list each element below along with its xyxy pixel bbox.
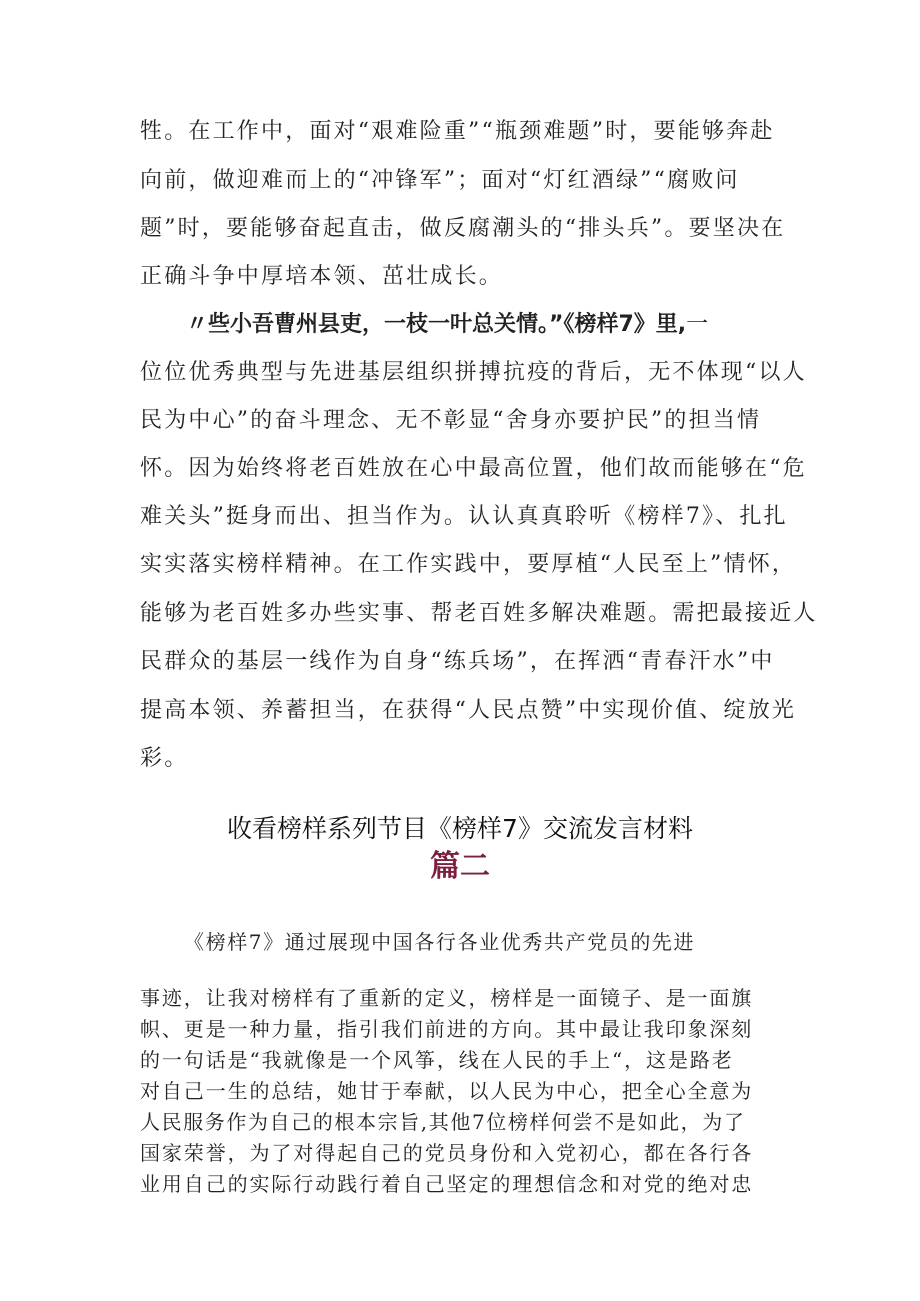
text-line-lead xyxy=(186,310,708,340)
text-line: 民群众的基层一线作为自身“练兵场”，在挥洒“青春汗水”中 xyxy=(140,649,775,674)
quote-tail: 一 xyxy=(686,312,709,337)
text-line: 实实落实榜样精神。在工作实践中，要厚植“人民至上”情怀， xyxy=(140,552,797,577)
text-line: 彩。 xyxy=(140,746,189,771)
text-line: 帜、更是一种力量，指引我们前进的方向。其中最让我印象深刻 xyxy=(140,1017,754,1041)
text-line: 民为中心”的奋斗理念、无不彰显“舍身亦要护民”的担当情 xyxy=(140,408,762,433)
text-line: 难关头”挺身而出、担当作为。认认真真聆听《榜样7》、扎扎 xyxy=(140,504,788,529)
text-line: 人民服务作为自己的根本宗旨,其他7位榜样何尝不是如此，为了 xyxy=(140,1110,746,1134)
text-line: 牲。在工作中，面对“艰难险重”“瓶颈难题”时，要能够奔赴 xyxy=(140,119,775,144)
intro-line: 《榜样7》通过展现中国各行各业优秀共产党员的先进 xyxy=(184,930,696,954)
text-line: 怀。因为始终将老百姓放在心中最高位置，他们故而能够在“危 xyxy=(140,456,807,481)
text-line: 业用自己的实际行动践行着自己坚定的理想信念和对党的绝对忠 xyxy=(140,1172,754,1196)
text-line: 正确斗争中厚培本领、茁壮成长。 xyxy=(140,264,504,289)
document-subtitle: 篇二 xyxy=(430,849,490,884)
text-line: 事迹，让我对榜样有了重新的定义，榜样是一面镜子、是一面旗 xyxy=(140,986,754,1010)
text-line: 提高本领、养蓄担当，在获得“人民点赞”中实现价值、绽放光 xyxy=(140,698,797,723)
text-line: 位位优秀典型与先进基层组织拼搏抗疫的背后，无不体现“以人 xyxy=(140,360,807,385)
quote-lead: 〃些小吾曹州县吏，一枝一叶总关情。”《榜样7》里, xyxy=(186,312,687,337)
text-line: 对自己一生的总结，她甘于奉献，以人民为中心，把全心全意为 xyxy=(140,1079,754,1103)
text-line: 向前，做迎难而上的“冲锋军”；面对“灯红酒绿”“腐败问 xyxy=(140,168,740,193)
text-line: 能够为老百姓多办些实事、帮老百姓多解决难题。需把最接近人 xyxy=(140,601,818,626)
document-title: 收看榜样系列节目《榜样7》交流发言材料 xyxy=(227,814,693,843)
text-line: 题”时，要能够奋起直击，做反腐潮头的“排头兵”。要坚决在 xyxy=(140,216,786,241)
text-line: 国家荣誉，为了对得起自己的党员身份和入党初心，都在各行各 xyxy=(140,1141,754,1165)
text-line: 的一句话是“我就像是一个风筝，线在人民的手上“，这是路老 xyxy=(140,1048,734,1072)
